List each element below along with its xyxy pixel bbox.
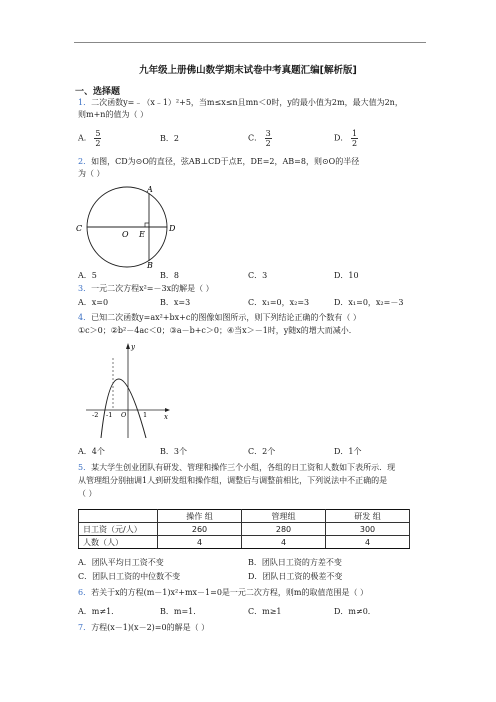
question-3 [78,283,214,295]
option-d: D．m≠0． [334,607,376,616]
label-d: D [169,224,176,233]
y-axis-arrow [126,343,130,349]
axis-label-y: y [131,343,135,351]
option-label: A． [78,133,92,143]
option-b: B．x=3 [160,298,191,307]
table-header: 研发 组 [326,510,410,523]
option-b: B．2 [160,134,179,143]
question-number: 1． [78,98,92,107]
origin-label: O [121,411,127,419]
question-number: 2． [78,157,92,166]
question-4 [78,312,361,324]
question-1 [78,97,403,109]
question-text: 若关于x的方程(m－1)x²+mx－1=0是一元二次方程，则m的取值范围是（ ） [91,588,369,597]
right-angle-mark [145,223,149,227]
table-row [79,523,410,536]
option-c [248,129,272,148]
question-2-line2: 为（ ） [78,169,105,178]
question-number: 7． [78,623,92,632]
table-cell: 日工资（元/人） [79,523,158,536]
parabola-curve [101,379,146,438]
option-c: C．2个 [248,447,276,456]
section-title: 一、选择题 [75,87,121,97]
table-cell: 4 [326,536,410,549]
option-a: A．4个 [78,447,105,456]
question-6 [78,587,368,599]
question-2 [78,156,359,168]
question-text: 如图，CD为⊙O的直径，弦AB⊥CD于点E，DE=2，AB=8，则⊙O的半径 [91,157,360,166]
circle-diagram [72,182,182,268]
option-d: D．1个 [334,447,362,456]
question-5-line2: 从管理组分别抽调1人到研发组和操作组，调整后与调整前相比，下列说法中不正确的是 [78,476,388,485]
option-a: A．团队平均日工资不变 [78,558,164,567]
table-cell: 4 [158,536,242,549]
table-cell [79,510,158,523]
question-number: 6． [78,588,92,597]
table-cell: 300 [326,523,410,536]
option-c: C．x₁=0，x₂=3 [248,298,310,307]
page-title: 九年级上册佛山数学期末试卷中考真题汇编[解析版] [139,65,357,76]
label-c: C [76,224,83,233]
option-b: B．团队日工资的方差不变 [248,558,342,567]
question-number: 3． [78,284,92,293]
tick-label: -2 [92,411,99,419]
x-axis-arrow [165,408,170,412]
option-c: C．团队日工资的中位数不变 [78,572,181,581]
question-1-line2: 则m+n的值为（ ） [78,110,148,119]
table-cell: 4 [242,536,326,549]
tick-label: -1 [106,411,113,419]
option-label: C． [248,133,263,143]
question-text: 二次函数y=﹣（x﹣1）²+5，当m≤x≤n且mn＜0时，y的最小值为2m，最大值为2n， [91,98,403,107]
label-o: O [122,230,129,239]
axis-label-x: x [164,413,168,421]
question-number: 4． [78,313,92,322]
question-7 [78,622,209,634]
option-a [78,129,101,148]
table-row [79,536,410,549]
header-rule [74,42,426,43]
parabola-graph [84,340,174,440]
table-cell: 280 [242,523,326,536]
fraction: $\frac{5}{2}$ [95,129,101,148]
fraction: $\frac{3}{2}$ [265,129,271,148]
question-5-line3: （ ） [78,489,97,498]
option-a: A．5 [78,271,97,280]
question-4-line2: ①c＞0；②b²－4ac＜0；③a－b+c＞0；④当x＞－1时，y随x的增大而减小． [78,326,357,335]
table-header: 管理组 [242,510,326,523]
option-c: C．m≥1 [248,607,282,616]
option-d: D．10 [334,271,359,280]
tick-label: 1 [143,411,148,419]
question-number: 5． [78,463,92,472]
label-a: A [147,185,153,194]
option-d [334,129,358,148]
option-d: D．x₁=0，x₂=－3 [334,298,404,307]
table-cell: 人数（人） [79,536,158,549]
option-b: B．8 [160,271,179,280]
option-c: C．3 [248,271,268,280]
option-b: B．3个 [160,447,187,456]
table-header: 操作 组 [158,510,242,523]
option-d: D．团队日工资的极差不变 [248,572,343,581]
question-5 [78,462,395,474]
wage-table [78,509,410,549]
option-b: B．m=1． [160,607,202,616]
question-text: 某大学生创业团队有研发、管理和操作三个小组，各组的日工资和人数如下表所示．现 [91,463,396,472]
fraction: $\frac{1}{2}$ [351,129,358,148]
table-header-row [79,510,410,523]
label-e: E [139,230,145,239]
option-a: A．x=0 [78,298,109,307]
question-text: 方程(x－1)(x－2)=0的解是（ ） [91,623,210,632]
question-text: 已知二次函数y=ax²+bx+c的图像如图所示，则下列结论正确的个数有（ ） [91,313,361,322]
label-b: B [147,261,153,268]
option-a: A．m≠1． [78,607,120,616]
option-label: D． [334,133,349,143]
table-cell: 260 [158,523,242,536]
question-text: 一元二次方程x²=－3x的解是（ ） [91,284,214,293]
